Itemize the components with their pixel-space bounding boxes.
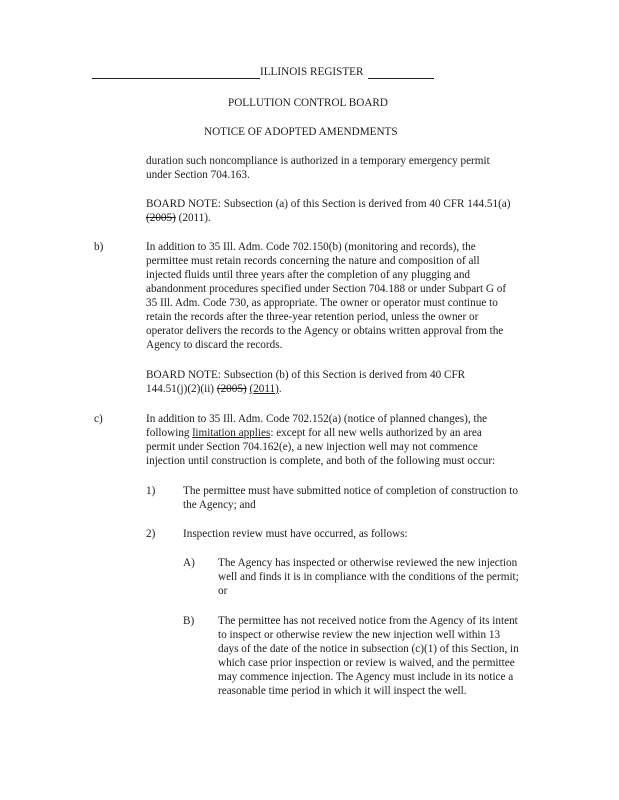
subsection-b-line: abandonment procedures specified under Section 704.188 or under Subpart G of (146, 283, 507, 295)
item-2-line: Inspection review must have occurred, as follows: (183, 528, 408, 540)
note-b-citation: 144.51(j)(2)(ii) (146, 383, 217, 395)
item-2a-line: well and finds it is in compliance with the conditions of the permit; (218, 571, 519, 583)
subsection-b-line: In addition to 35 Ill. Adm. Code 702.150(b) (monitoring and records), the (146, 241, 476, 253)
subsection-c-label: c) (94, 413, 103, 425)
subsection-c-line-1: In addition to 35 Ill. Adm. Code 702.152(a) (notice of planned changes), the (146, 413, 488, 425)
intro-line-1: duration such noncompliance is authorized in a temporary emergency permit (146, 155, 490, 167)
note-a-deleted-year: (2005) (146, 212, 176, 224)
item-2b-line: days of the date of the notice in subsection (c)(1) of this Section, in (218, 643, 519, 655)
item-1-label: 1) (146, 485, 156, 497)
added-text: limitation applies (192, 427, 271, 439)
note-a-line-2 (146, 212, 211, 225)
subsection-c-line-3: permit under Section 704.162(e), a new injection well may not commence (146, 441, 478, 453)
register-title: ILLINOIS REGISTER (260, 66, 364, 78)
notice-title: NOTICE OF ADOPTED AMENDMENTS (204, 126, 398, 138)
item-2a-line: or (218, 585, 228, 597)
item-2b-line: which case prior inspection or review is waived, and the permittee (218, 657, 515, 669)
item-2b-line: The permittee has not received notice from the Agency of its intent (218, 615, 518, 627)
note-b-line-1: BOARD NOTE: Subsection (b) of this Section is derived from 40 CFR (146, 369, 466, 381)
subsection-b-label: b) (94, 241, 104, 253)
item-2b-label: B) (183, 615, 195, 627)
note-b-added-year: (2011) (249, 383, 279, 395)
subsection-c-line-4: injection until construction is complete, and both of the following must occur: (146, 455, 496, 467)
note-b-deleted-year: (2005) (216, 383, 247, 395)
item-1-line: The permittee must have submitted notice of completion of construction to (183, 485, 518, 497)
item-2b-line: reasonable time period in which it will inspect the well. (218, 685, 467, 697)
note-a-line-1: BOARD NOTE: Subsection (a) of this Section is derived from 40 CFR 144.51(a) (146, 198, 511, 210)
subsection-b-line: operator delivers the records to the Agency or obtains written approval from the (146, 325, 504, 337)
intro-line-2: under Section 704.163. (146, 169, 250, 181)
subsection-b-line: retain the records after the three-year retention period, unless the owner or (146, 311, 479, 323)
item-2-label: 2) (146, 528, 156, 540)
note-b-line-2: 144.51(j)(2)(ii) (2005) (2011). (146, 383, 282, 395)
header-rule-left (92, 78, 260, 79)
board-title: POLLUTION CONTROL BOARD (228, 97, 388, 109)
item-2a-line: The Agency has inspected or otherwise reviewed the new injection (218, 557, 518, 569)
subsection-b-line: injected fluids until three years after the completion of any plugging and (146, 269, 471, 281)
note-a-year: (2011). (175, 212, 211, 224)
subsection-b-line: Agency to discard the records. (146, 339, 283, 351)
subsection-c-line-2: following limitation applies: except for all new wells authorized by an area (146, 427, 482, 439)
subsection-b-line: permittee must retain records concerning the nature and composition of all (146, 255, 480, 267)
item-1-line: the Agency; and (183, 499, 256, 511)
header-rule-right (368, 78, 434, 79)
item-2b-line: to inspect or otherwise review the new injection well within 13 (218, 629, 501, 641)
item-2a-label: A) (183, 557, 195, 569)
subsection-b-line: 35 Ill. Adm. Code 730, as appropriate. The owner or operator must continue to (146, 297, 498, 309)
item-2b-line: may commence injection. The Agency must include in its notice a (218, 671, 514, 683)
